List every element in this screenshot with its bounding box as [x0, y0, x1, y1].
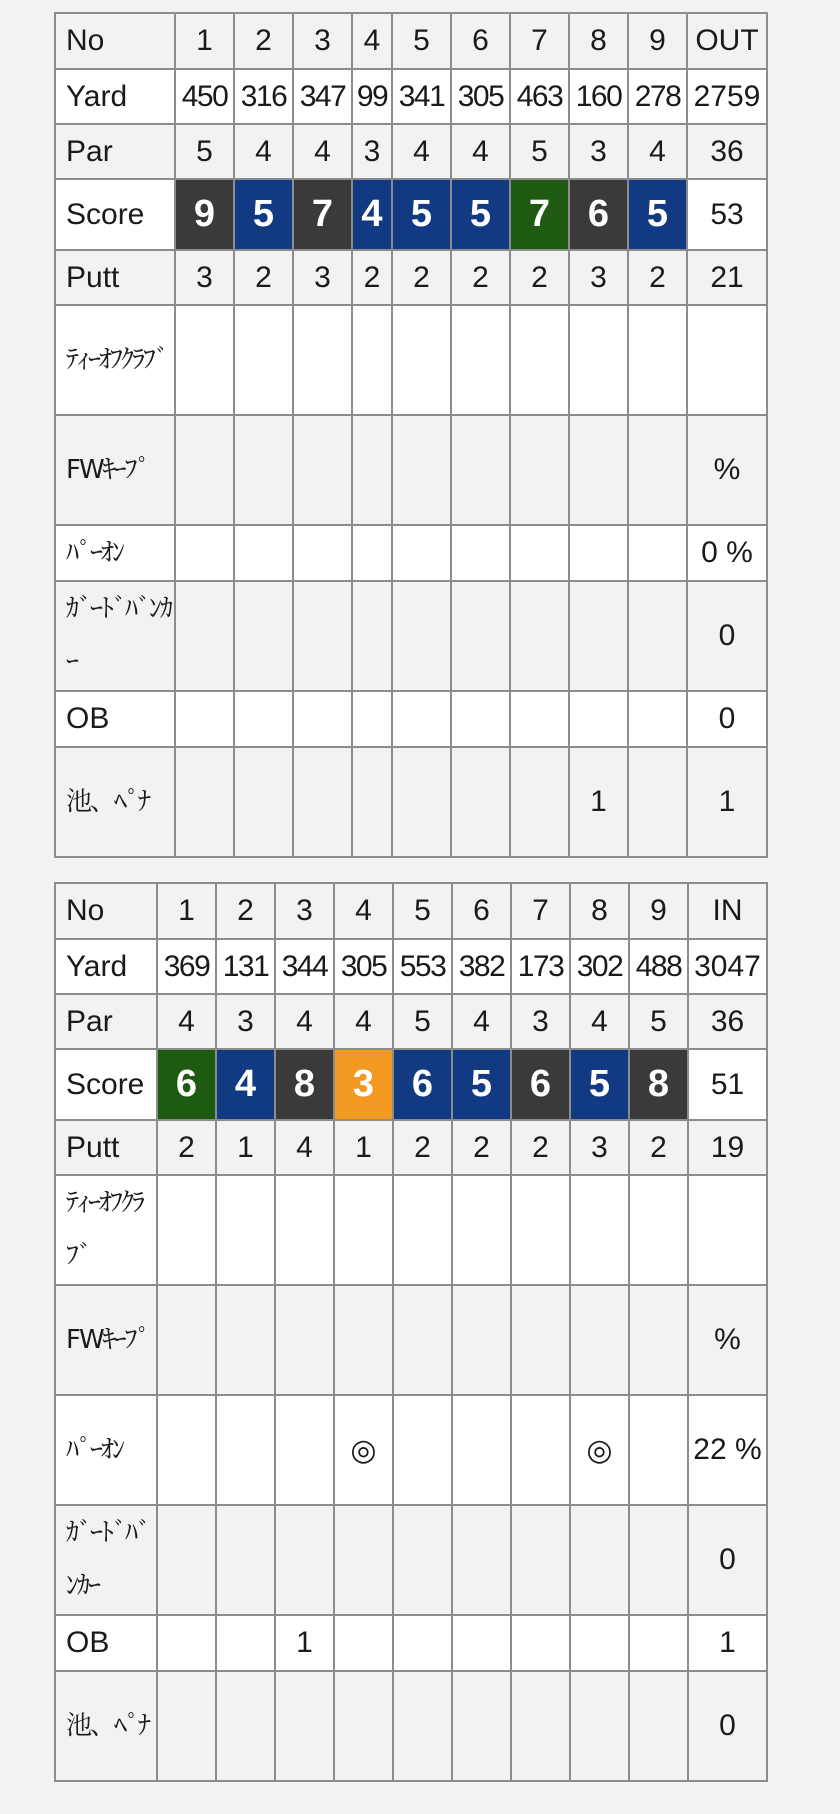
row-penalty — [55, 1671, 767, 1781]
bunker-cell — [393, 1505, 452, 1615]
row-par — [55, 124, 767, 179]
par-cell: 4 — [334, 994, 393, 1049]
ob-cell — [452, 1615, 511, 1671]
bunker-cell — [352, 581, 392, 691]
paron-cell — [510, 525, 569, 581]
yard-cell: 173 — [511, 939, 570, 994]
penalty-cell — [451, 747, 510, 857]
penalty-cell — [510, 747, 569, 857]
yard-cell: 347 — [293, 69, 352, 124]
penalty-cell — [511, 1671, 570, 1781]
paron-cell — [352, 525, 392, 581]
total-bunker: 0 — [688, 1505, 767, 1615]
bunker-cell — [451, 581, 510, 691]
bunker-cell — [234, 581, 293, 691]
par-cell: 3 — [511, 994, 570, 1049]
penalty-cell — [352, 747, 392, 857]
hole-number: 2 — [216, 883, 275, 939]
par-cell: 5 — [510, 124, 569, 179]
yard-cell: 369 — [157, 939, 216, 994]
fw-cell — [157, 1285, 216, 1395]
fw-cell — [275, 1285, 334, 1395]
row-par-on — [55, 1395, 767, 1505]
bunker-cell — [629, 1505, 688, 1615]
score-cell: 6 — [393, 1049, 452, 1120]
total-header: OUT — [687, 13, 767, 69]
row-label-ob: OB — [55, 691, 175, 747]
bunker-cell — [452, 1505, 511, 1615]
paron-cell — [393, 1395, 452, 1505]
yard-cell: 131 — [216, 939, 275, 994]
row-putt — [55, 1120, 767, 1175]
row-label-yard: Yard — [55, 69, 175, 124]
row-guard-bunker — [55, 1505, 767, 1615]
teeoff-cell — [452, 1175, 511, 1285]
putt-cell: 2 — [629, 1120, 688, 1175]
putt-cell: 2 — [452, 1120, 511, 1175]
penalty-cell — [275, 1671, 334, 1781]
yard-cell: 99 — [352, 69, 392, 124]
row-label-paron: ﾊﾟｰｵﾝ — [55, 1395, 157, 1505]
row-label-bunker: ｶﾞｰﾄﾞﾊﾞﾝｶｰ — [55, 1505, 157, 1615]
score-cell: 7 — [293, 179, 352, 250]
hole-number: 8 — [570, 883, 629, 939]
paron-cell — [234, 525, 293, 581]
putt-cell: 2 — [393, 1120, 452, 1175]
putt-cell: 1 — [334, 1120, 393, 1175]
bunker-cell — [216, 1505, 275, 1615]
ob-cell — [393, 1615, 452, 1671]
teeoff-cell — [629, 1175, 688, 1285]
yard-cell: 450 — [175, 69, 234, 124]
putt-cell: 3 — [570, 1120, 629, 1175]
paron-cell — [511, 1395, 570, 1505]
putt-cell: 3 — [569, 250, 628, 305]
ob-cell — [293, 691, 352, 747]
score-cell: 4 — [216, 1049, 275, 1120]
row-yard — [55, 69, 767, 124]
teeoff-cell — [293, 305, 352, 415]
score-cell: 8 — [275, 1049, 334, 1120]
fw-cell — [570, 1285, 629, 1395]
score-cell: 9 — [175, 179, 234, 250]
fw-cell — [175, 415, 234, 525]
penalty-cell — [629, 1671, 688, 1781]
row-putt — [55, 250, 767, 305]
fw-cell — [510, 415, 569, 525]
par-cell: 5 — [393, 994, 452, 1049]
hole-number: 4 — [334, 883, 393, 939]
row-score — [55, 179, 767, 250]
fw-cell — [234, 415, 293, 525]
teeoff-cell — [334, 1175, 393, 1285]
penalty-cell — [452, 1671, 511, 1781]
hole-number: 6 — [452, 883, 511, 939]
hole-number: 1 — [157, 883, 216, 939]
ob-cell — [352, 691, 392, 747]
row-label-bunker: ｶﾞｰﾄﾞﾊﾞﾝｶｰ — [55, 581, 175, 691]
par-cell: 3 — [569, 124, 628, 179]
fw-cell — [628, 415, 687, 525]
yard-cell: 305 — [451, 69, 510, 124]
paron-cell — [293, 525, 352, 581]
hole-number: 5 — [393, 883, 452, 939]
total-teeoff — [688, 1175, 767, 1285]
paron-cell — [216, 1395, 275, 1505]
penalty-cell — [234, 747, 293, 857]
yard-cell: 488 — [629, 939, 688, 994]
total-bunker: 0 — [687, 581, 767, 691]
bunker-cell — [511, 1505, 570, 1615]
putt-cell: 2 — [392, 250, 451, 305]
total-penalty: 1 — [687, 747, 767, 857]
hole-number: 4 — [352, 13, 392, 69]
row-label-score: Score — [55, 179, 175, 250]
score-cell: 4 — [352, 179, 392, 250]
teeoff-cell — [511, 1175, 570, 1285]
ob-cell — [334, 1615, 393, 1671]
score-cell: 5 — [451, 179, 510, 250]
par-cell: 4 — [157, 994, 216, 1049]
row-label-ob: OB — [55, 1615, 157, 1671]
hole-number: 9 — [628, 13, 687, 69]
teeoff-cell — [510, 305, 569, 415]
score-cell: 5 — [628, 179, 687, 250]
teeoff-cell — [275, 1175, 334, 1285]
row-label-fw: FWｷｰﾌﾟ — [55, 415, 175, 525]
fw-cell — [392, 415, 451, 525]
total-paron: 22 % — [688, 1395, 767, 1505]
paron-cell — [175, 525, 234, 581]
total-header: IN — [688, 883, 767, 939]
yard-cell: 553 — [393, 939, 452, 994]
row-ob — [55, 691, 767, 747]
yard-cell: 344 — [275, 939, 334, 994]
putt-cell: 3 — [293, 250, 352, 305]
par-cell: 3 — [216, 994, 275, 1049]
par-cell: 4 — [293, 124, 352, 179]
yard-cell: 382 — [452, 939, 511, 994]
fw-cell — [393, 1285, 452, 1395]
row-penalty — [55, 747, 767, 857]
row-label-paron: ﾊﾟｰｵﾝ — [55, 525, 175, 581]
bunker-cell — [157, 1505, 216, 1615]
row-label-putt: Putt — [55, 250, 175, 305]
hole-number: 6 — [451, 13, 510, 69]
paron-cell — [629, 1395, 688, 1505]
par-cell: 3 — [352, 124, 392, 179]
ob-cell — [216, 1615, 275, 1671]
penalty-cell — [293, 747, 352, 857]
hole-number: 9 — [629, 883, 688, 939]
ob-cell — [510, 691, 569, 747]
putt-cell: 2 — [352, 250, 392, 305]
scorecard-in — [54, 882, 768, 1782]
par-cell: 5 — [175, 124, 234, 179]
putt-cell: 3 — [175, 250, 234, 305]
bunker-cell — [569, 581, 628, 691]
row-tee-off-club — [55, 305, 767, 415]
score-cell: 5 — [570, 1049, 629, 1120]
total-putt: 21 — [687, 250, 767, 305]
par-cell: 4 — [451, 124, 510, 179]
total-yard: 3047 — [688, 939, 767, 994]
par-cell: 4 — [275, 994, 334, 1049]
bunker-cell — [293, 581, 352, 691]
penalty-cell — [334, 1671, 393, 1781]
row-label-par: Par — [55, 994, 157, 1049]
row-label-teeoff: ﾃｨｰｵﾌｸﾗﾌﾞ — [55, 305, 175, 415]
fw-cell — [451, 415, 510, 525]
row-hole-number — [55, 13, 767, 69]
hole-number: 7 — [511, 883, 570, 939]
row-par-on — [55, 525, 767, 581]
row-label-fw: FWｷｰﾌﾟ — [55, 1285, 157, 1395]
row-label-penalty: 池、ﾍﾟﾅ — [55, 747, 175, 857]
bunker-cell — [275, 1505, 334, 1615]
hole-number: 2 — [234, 13, 293, 69]
par-cell: 4 — [570, 994, 629, 1049]
bunker-cell — [334, 1505, 393, 1615]
yard-cell: 341 — [392, 69, 451, 124]
fw-cell — [569, 415, 628, 525]
bunker-cell — [175, 581, 234, 691]
teeoff-cell — [352, 305, 392, 415]
teeoff-cell — [157, 1175, 216, 1285]
row-guard-bunker — [55, 581, 767, 691]
total-teeoff — [687, 305, 767, 415]
teeoff-cell — [570, 1175, 629, 1285]
bunker-cell — [510, 581, 569, 691]
hole-number: 7 — [510, 13, 569, 69]
par-cell: 4 — [392, 124, 451, 179]
row-label-score: Score — [55, 1049, 157, 1120]
putt-cell: 2 — [157, 1120, 216, 1175]
ob-cell — [628, 691, 687, 747]
bunker-cell — [570, 1505, 629, 1615]
paron-cell — [452, 1395, 511, 1505]
par-cell: 4 — [628, 124, 687, 179]
total-par: 36 — [687, 124, 767, 179]
row-label-yard: Yard — [55, 939, 157, 994]
score-cell: 8 — [629, 1049, 688, 1120]
total-score: 53 — [687, 179, 767, 250]
total-paron: 0 % — [687, 525, 767, 581]
ob-cell — [175, 691, 234, 747]
putt-cell: 2 — [511, 1120, 570, 1175]
penalty-cell — [175, 747, 234, 857]
row-yard — [55, 939, 767, 994]
row-label-putt: Putt — [55, 1120, 157, 1175]
teeoff-cell — [393, 1175, 452, 1285]
fw-cell — [216, 1285, 275, 1395]
paron-cell — [569, 525, 628, 581]
score-cell: 5 — [452, 1049, 511, 1120]
fw-cell — [334, 1285, 393, 1395]
row-hole-number — [55, 883, 767, 939]
total-score: 51 — [688, 1049, 767, 1120]
total-yard: 2759 — [687, 69, 767, 124]
teeoff-cell — [175, 305, 234, 415]
row-label-teeoff: ﾃｨｰｵﾌｸﾗﾌﾞ — [55, 1175, 157, 1285]
scorecard-out — [54, 12, 768, 858]
putt-cell: 2 — [510, 250, 569, 305]
score-cell: 6 — [157, 1049, 216, 1120]
par-cell: 5 — [629, 994, 688, 1049]
fw-cell — [511, 1285, 570, 1395]
ob-cell — [569, 691, 628, 747]
hole-number: 1 — [175, 13, 234, 69]
putt-cell: 2 — [234, 250, 293, 305]
yard-cell: 278 — [628, 69, 687, 124]
ob-cell: 1 — [275, 1615, 334, 1671]
teeoff-cell — [234, 305, 293, 415]
score-cell: 5 — [392, 179, 451, 250]
penalty-cell — [570, 1671, 629, 1781]
putt-cell: 1 — [216, 1120, 275, 1175]
total-ob: 1 — [688, 1615, 767, 1671]
row-fairway-keep — [55, 1285, 767, 1395]
total-putt: 19 — [688, 1120, 767, 1175]
ob-cell — [629, 1615, 688, 1671]
putt-cell: 2 — [628, 250, 687, 305]
paron-cell — [157, 1395, 216, 1505]
fw-cell — [293, 415, 352, 525]
score-cell: 6 — [511, 1049, 570, 1120]
penalty-cell — [216, 1671, 275, 1781]
penalty-cell — [628, 747, 687, 857]
par-cell: 4 — [234, 124, 293, 179]
row-label-no: No — [55, 13, 175, 69]
paron-cell — [392, 525, 451, 581]
yard-cell: 316 — [234, 69, 293, 124]
total-par: 36 — [688, 994, 767, 1049]
bunker-cell — [628, 581, 687, 691]
hole-number: 5 — [392, 13, 451, 69]
yard-cell: 160 — [569, 69, 628, 124]
putt-cell: 2 — [451, 250, 510, 305]
paron-cell — [275, 1395, 334, 1505]
fw-cell — [452, 1285, 511, 1395]
fw-cell — [629, 1285, 688, 1395]
row-label-penalty: 池、ﾍﾟﾅ — [55, 1671, 157, 1781]
hole-number: 3 — [293, 13, 352, 69]
total-penalty: 0 — [688, 1671, 767, 1781]
teeoff-cell — [216, 1175, 275, 1285]
ob-cell — [157, 1615, 216, 1671]
ob-cell — [392, 691, 451, 747]
row-fairway-keep — [55, 415, 767, 525]
row-label-par: Par — [55, 124, 175, 179]
row-score — [55, 1049, 767, 1120]
paron-cell: ◎ — [570, 1395, 629, 1505]
penalty-cell — [392, 747, 451, 857]
par-cell: 4 — [452, 994, 511, 1049]
ob-cell — [511, 1615, 570, 1671]
ob-cell — [451, 691, 510, 747]
teeoff-cell — [392, 305, 451, 415]
teeoff-cell — [569, 305, 628, 415]
fw-cell — [352, 415, 392, 525]
bunker-cell — [392, 581, 451, 691]
yard-cell: 302 — [570, 939, 629, 994]
putt-cell: 4 — [275, 1120, 334, 1175]
teeoff-cell — [628, 305, 687, 415]
paron-cell — [628, 525, 687, 581]
score-cell: 6 — [569, 179, 628, 250]
row-tee-off-club — [55, 1175, 767, 1285]
total-fw: % — [687, 415, 767, 525]
row-par — [55, 994, 767, 1049]
teeoff-cell — [451, 305, 510, 415]
score-cell: 5 — [234, 179, 293, 250]
score-cell: 3 — [334, 1049, 393, 1120]
paron-cell: ◎ — [334, 1395, 393, 1505]
ob-cell — [234, 691, 293, 747]
total-fw: % — [688, 1285, 767, 1395]
score-cell: 7 — [510, 179, 569, 250]
row-label-no: No — [55, 883, 157, 939]
paron-cell — [451, 525, 510, 581]
penalty-cell — [157, 1671, 216, 1781]
penalty-cell: 1 — [569, 747, 628, 857]
penalty-cell — [393, 1671, 452, 1781]
hole-number: 3 — [275, 883, 334, 939]
ob-cell — [570, 1615, 629, 1671]
total-ob: 0 — [687, 691, 767, 747]
row-ob — [55, 1615, 767, 1671]
yard-cell: 463 — [510, 69, 569, 124]
yard-cell: 305 — [334, 939, 393, 994]
hole-number: 8 — [569, 13, 628, 69]
